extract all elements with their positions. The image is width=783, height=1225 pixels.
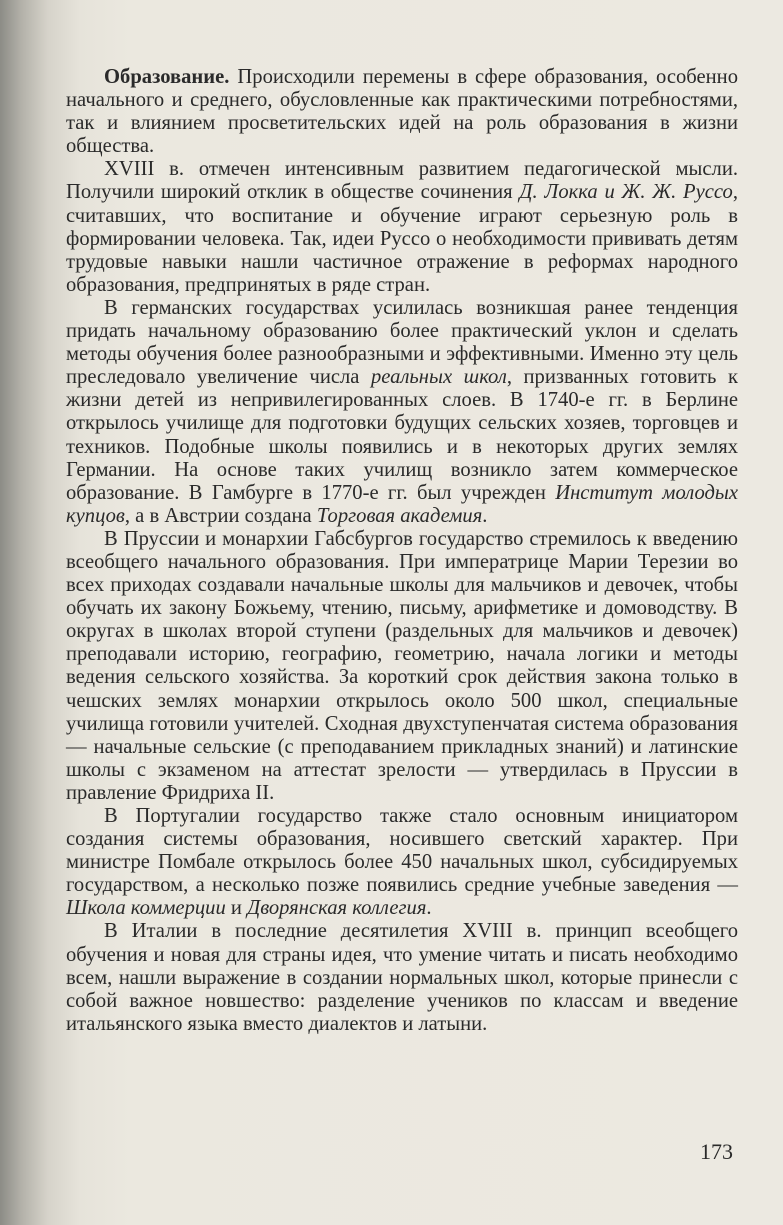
term-noble-college: Дворянская коллегия <box>247 897 427 920</box>
paragraph-pedagogical-thought <box>66 158 738 297</box>
page-number: 173 <box>700 1139 733 1164</box>
paragraph-german-states <box>66 297 738 528</box>
paragraph-text: . <box>426 897 432 920</box>
term-commerce-school: Школа коммерции <box>66 897 226 920</box>
paragraph-text: XVIII в. отмечен интенсивным развитием педагогической мысли. Получили широкий отклик в обществе сочинения <box>66 158 738 204</box>
paragraph-italy: В Италии в последние десятилетия XVIII в. принцип всеобщего обучения и новая для страны идея, что умение читать и писать необходимо всем, нашли выражение в создании нормальных школ, которые принесли с собой важное новшество: разделение учеников по классам и введение итальянского языка вместо диалектов и латыни. <box>66 920 738 1035</box>
author-names: Д. Локка и Ж. Ж. Руссо <box>519 181 733 204</box>
paragraph-prussia-habsburg: В Пруссии и монархии Габсбургов государство стремилось к введению всеобщего начального образования. При императрице Марии Терезии во всех приходах создавали начальные школы для мальчиков и девочек, чтобы обучать их закону Божьему, чтению, письму, арифметике и домоводству. В округах в школах второй ступени (раздельных для мальчиков и девочек) преподавали историю, географию, геометрию, начала логики и методы ведения сельского хозяйства. За короткий срок действия закона только в чешских землях монархии открылось около 500 школ, специальные училища готовили учителей. Сходная двухступенчатая система образования — начальные сельские (с преподаванием прикладных знаний) и латинские школы с экзаменом на аттестат зрелости — утвердилась в Пруссии в правление Фридриха II. <box>66 527 738 804</box>
page-body <box>66 66 738 1036</box>
paragraph-text: Происходили перемены в сфере образования, особенно начального и среднего, обусловленные как практическими потребностями, так и влиянием просветительских идей на роль образования в жизни общества. <box>66 66 738 158</box>
term-real-schools: реальных школ <box>370 366 507 389</box>
paragraph-text: В германских государствах усилилась возникшая ранее тенденция придать начальному образованию более практический уклон и сделать методы обучения более разнообразными и эффективными. Именно эту цель преследовало увеличение числа <box>66 296 738 389</box>
paragraph-text: . <box>482 504 488 527</box>
paragraph-text: и <box>225 897 248 920</box>
paragraph-text: В Португалии государство также стало основным инициатором создания системы образования, носившего светский характер. При министре Помбале открылось более 450 начальных школ, субсидируемых государством, а несколько позже появились средние учебные заведения — <box>66 805 738 897</box>
paragraph-text: , а в Австрии создана <box>124 504 317 527</box>
term-merchant-institute: Институт молодых купцов <box>66 481 738 527</box>
paragraph-portugal <box>66 805 738 920</box>
paragraph-education-intro <box>66 66 738 158</box>
paragraph-text: , считавших, что воспитание и обучение играют серьезную роль в формировании человека. Так, идеи Руссо о необходимости прививать детям трудовые навыки нашли частичное отражение в реформах народного образования, предпринятых в ряде стран. <box>66 181 738 296</box>
term-trade-academy: Торговая академия <box>316 504 483 527</box>
section-heading: Образование. <box>104 66 230 88</box>
paragraph-text: , призванных готовить к жизни детей из непривилегированных слоев. В 1740-е гг. в Берлине открылось училище для подготовки будущих сельских хозяев, торговцев и техников. Подобные школы появились и в некоторых других землях Германии. На основе таких училищ возникло затем коммерческое образование. В Гамбурге в 1770-е гг. был учрежден <box>66 366 738 504</box>
